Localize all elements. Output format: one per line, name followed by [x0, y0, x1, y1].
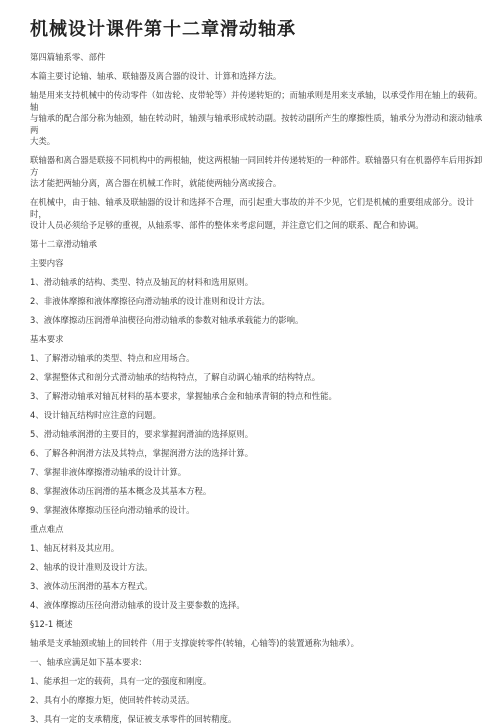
text-line: 主要内容 [30, 258, 64, 268]
text-line: 第四篇轴系零、部件 [30, 52, 106, 62]
text-line: 6、了解各种润滑方法及其特点，掌握润滑方法的选择计算。 [30, 448, 254, 458]
document-body [30, 52, 488, 726]
text-line: 2、非液体摩擦和液体摩擦径向滑动轴承的设计准则和设计方法。 [30, 296, 270, 306]
text-line: 基本要求 [30, 334, 64, 344]
paragraph-gap [30, 517, 488, 525]
paragraph-gap [30, 441, 488, 449]
text-line: 9、掌握液体摩擦动压径向滑动轴承的设计。 [30, 505, 195, 515]
paragraph-gap [30, 365, 488, 373]
text-line: 3、液体动压润滑的基本方程式。 [30, 581, 153, 591]
text-line: 2、掌握整体式和剖分式滑动轴承的结构特点，了解自动调心轴承的结构特点。 [30, 372, 321, 382]
paragraph-gap [30, 536, 488, 544]
paragraph-gap [30, 479, 488, 487]
text-line: 3、液体摩擦动压润滑单油楔径向滑动轴承的参数对轴承承载能力的影响。 [30, 315, 304, 325]
paragraph-gap [30, 460, 488, 468]
paragraph-gap [30, 612, 488, 620]
text-line: 3、了解滑动轴承对轴瓦材料的基本要求，掌握轴承合金和轴承青铜的特点和性能。 [30, 391, 337, 401]
text-line: 3、具有一定的支承精度，保证被支承零件的回转精度。 [30, 714, 237, 724]
text-line: 设计人员必须给予足够的重视，从轴系零、部件的整体来考虑问题，并注意它们之间的联系、配合和协调。 [30, 220, 424, 230]
text-line: 7、掌握非液体摩擦滑动轴承的设计计算。 [30, 467, 187, 477]
text-line: 法才能把两轴分离，离合器在机械工作时，就能使两轴分离或接合。 [30, 178, 282, 188]
text-line: 一、轴承应满足如下基本要求: [30, 657, 142, 667]
text-line: 与轴承的配合部分称为轴颈，轴在转动时，轴颈与轴承形成转动副。按转动副所产生的摩擦性质，轴承分为滑动和滚动轴承两 [30, 113, 483, 135]
paragraph-gap [30, 650, 488, 658]
paragraph-gap [30, 64, 488, 72]
paragraph-gap [30, 574, 488, 582]
text-line: 本篇主要讨论轴、轴承、联轴器及离合器的设计、计算和选择方法。 [30, 71, 282, 81]
text-line: 1、了解滑动轴承的类型、特点和应用场合。 [30, 353, 195, 363]
paragraph-gap [30, 498, 488, 506]
paragraph-gap [30, 631, 488, 639]
paragraph-gap [30, 327, 488, 335]
paragraph-gap [30, 384, 488, 392]
paragraph-gap [30, 346, 488, 354]
paragraph-gap [30, 593, 488, 601]
text-line: 5、滑动轴承润滑的主要目的，要求掌握润滑油的选择原则。 [30, 429, 254, 439]
text-line: 4、设计轴瓦结构时应注意的问题。 [30, 410, 161, 420]
paragraph-gap [30, 422, 488, 430]
text-line: 2、具有小的摩擦力矩，使回转件转动灵活。 [30, 695, 195, 705]
paragraph-gap [30, 289, 488, 297]
paragraph-gap [30, 148, 488, 156]
text-line: 大类。 [30, 136, 56, 146]
text-line: 1、轴瓦材料及其应用。 [30, 543, 120, 553]
text-line: 4、液体摩擦动压径向滑动轴承的设计及主要参数的选择。 [30, 600, 245, 610]
paragraph-gap [30, 270, 488, 278]
text-line: 轴是用来支持机械中的传动零件（如齿轮、皮带轮等）并传递转矩的；而轴承则是用来支承轴，以承受作用在轴上的载荷。轴 [30, 90, 483, 112]
page-title: 机械设计课件第十二章滑动轴承 [30, 19, 296, 40]
paragraph-gap [30, 251, 488, 259]
paragraph-gap [30, 669, 488, 677]
paragraph-gap [30, 190, 488, 198]
text-line: 轴承是支承轴颈或轴上的回转件（用于支撑旋转零件(转轴，心轴等)的装置通称为轴承）。 [30, 638, 359, 648]
paragraph-gap [30, 403, 488, 411]
text-line: 重点难点 [30, 524, 64, 534]
text-line: 1、滑动轴承的结构、类型、特点及轴瓦的材料和选用原则。 [30, 277, 254, 287]
text-line: 在机械中，由于轴、轴承及联轴器的设计和选择不合理，而引起重大事故的并不少见，它们是机械的重要组成部分。设计时， [30, 197, 474, 219]
text-line: 第十二章滑动轴承 [30, 239, 97, 249]
text-line: 2、轴承的设计准则及设计方法。 [30, 562, 153, 572]
text-line: 联轴器和离合器是联接不同机构中的两根轴，使这两根轴一同回转并传递转矩的一种部件。联轴器只有在机器停车后用拆卸方 [30, 155, 483, 177]
text-line: §12-1 概述 [30, 619, 73, 629]
text-line: 8、掌握液体动压润滑的基本概念及其基本方程。 [30, 486, 212, 496]
paragraph-gap [30, 83, 488, 91]
paragraph-gap [30, 232, 488, 240]
text-line: 1、能承担一定的载荷，具有一定的强度和刚度。 [30, 676, 212, 686]
paragraph-gap [30, 555, 488, 563]
paragraph-gap [30, 688, 488, 696]
paragraph-gap [30, 308, 488, 316]
